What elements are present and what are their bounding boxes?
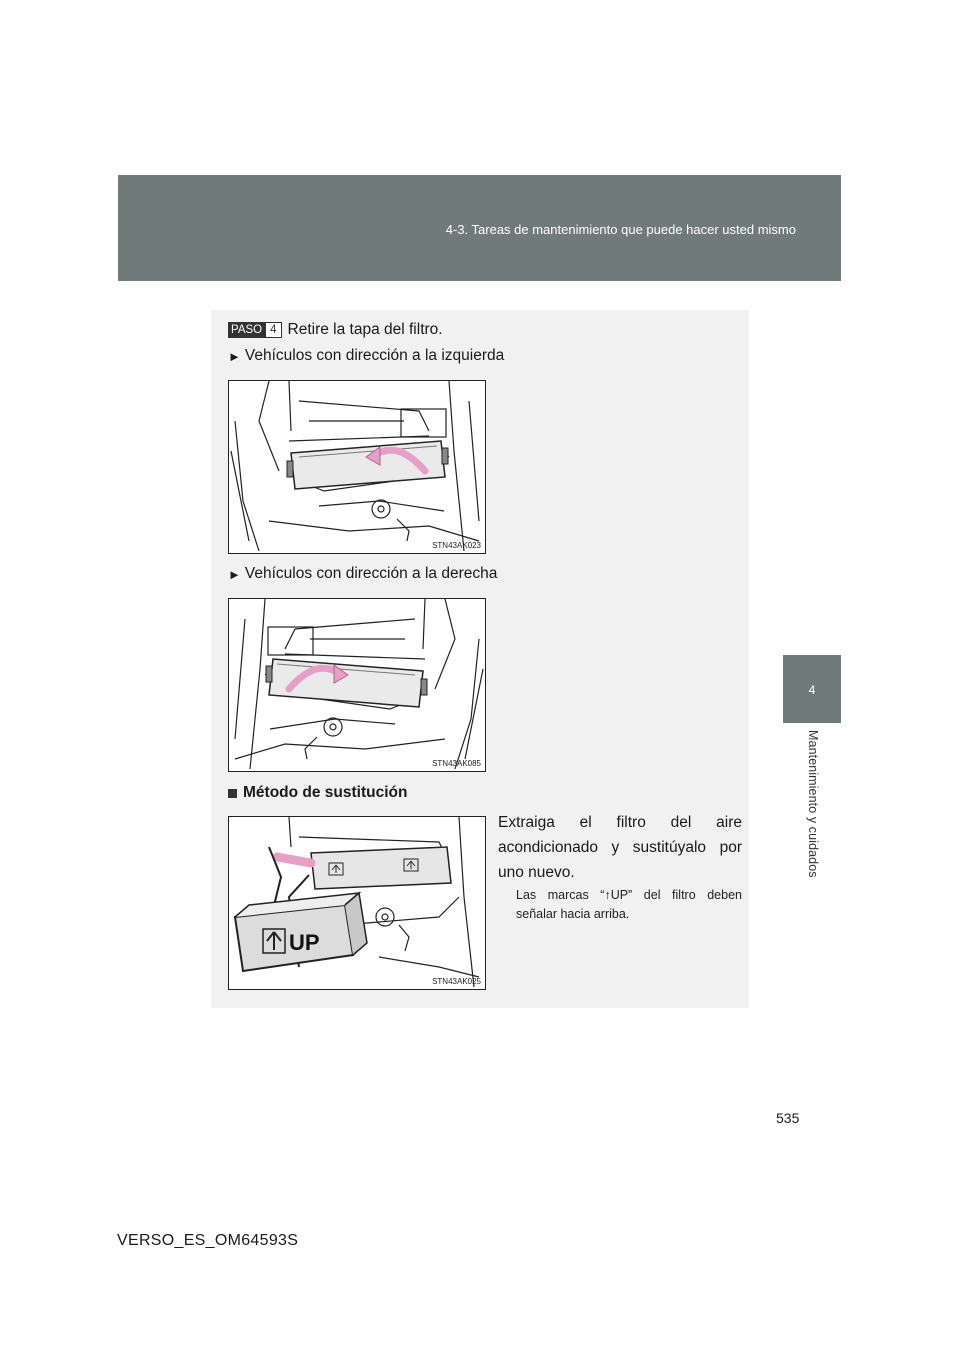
- figure-replacement: [228, 816, 486, 990]
- figure-code: STN43AK085: [432, 759, 481, 768]
- figure-right-hand-drive: [228, 598, 486, 772]
- chapter-label: Mantenimiento y cuidados: [806, 730, 820, 878]
- triangle-bullet-icon: ►: [228, 566, 241, 582]
- section-header-title: 4-3. Tareas de mantenimiento que puede hacer usted mismo: [445, 222, 796, 237]
- page-number: 535: [776, 1110, 800, 1126]
- header-band: [118, 175, 841, 281]
- step-badge-label: PASO: [228, 322, 265, 338]
- figure-code: STN43AK023: [432, 541, 481, 550]
- variant-left-heading: [228, 347, 504, 365]
- filter-cover-removal-illustration: [229, 381, 485, 553]
- chapter-tab: [783, 655, 841, 723]
- document-code: VERSO_ES_OM64593S: [117, 1232, 299, 1249]
- chapter-number: 4: [808, 683, 816, 697]
- content-panel: [211, 310, 749, 1008]
- variant-right-label: Vehículos con dirección a la derecha: [244, 565, 498, 582]
- filter-cover-removal-illustration: [229, 599, 485, 771]
- filter-replacement-illustration: [229, 817, 485, 989]
- variant-right-heading: [228, 565, 497, 583]
- replacement-note: Las marcas “↑UP” del filtro deben señalar hacia arriba.: [516, 888, 742, 921]
- step-badge-number: 4: [265, 322, 281, 338]
- triangle-bullet-icon: ►: [228, 348, 241, 364]
- replacement-heading: [228, 784, 407, 802]
- up-mark-callout: UP: [289, 930, 320, 955]
- figure-left-hand-drive: [228, 380, 486, 554]
- step-row: [228, 321, 443, 339]
- variant-left-label: Vehículos con dirección a la izquierda: [244, 347, 505, 364]
- figure-code: STN43AK025: [432, 977, 481, 986]
- step-text: Retire la tapa del filtro.: [287, 321, 443, 338]
- replacement-title: Método de sustitución: [243, 784, 408, 801]
- square-bullet-icon: [228, 789, 237, 798]
- replacement-body: Extraiga el filtro del aire acondicionado y sustitúyalo por uno nuevo.: [498, 814, 742, 881]
- step-badge: [228, 322, 282, 338]
